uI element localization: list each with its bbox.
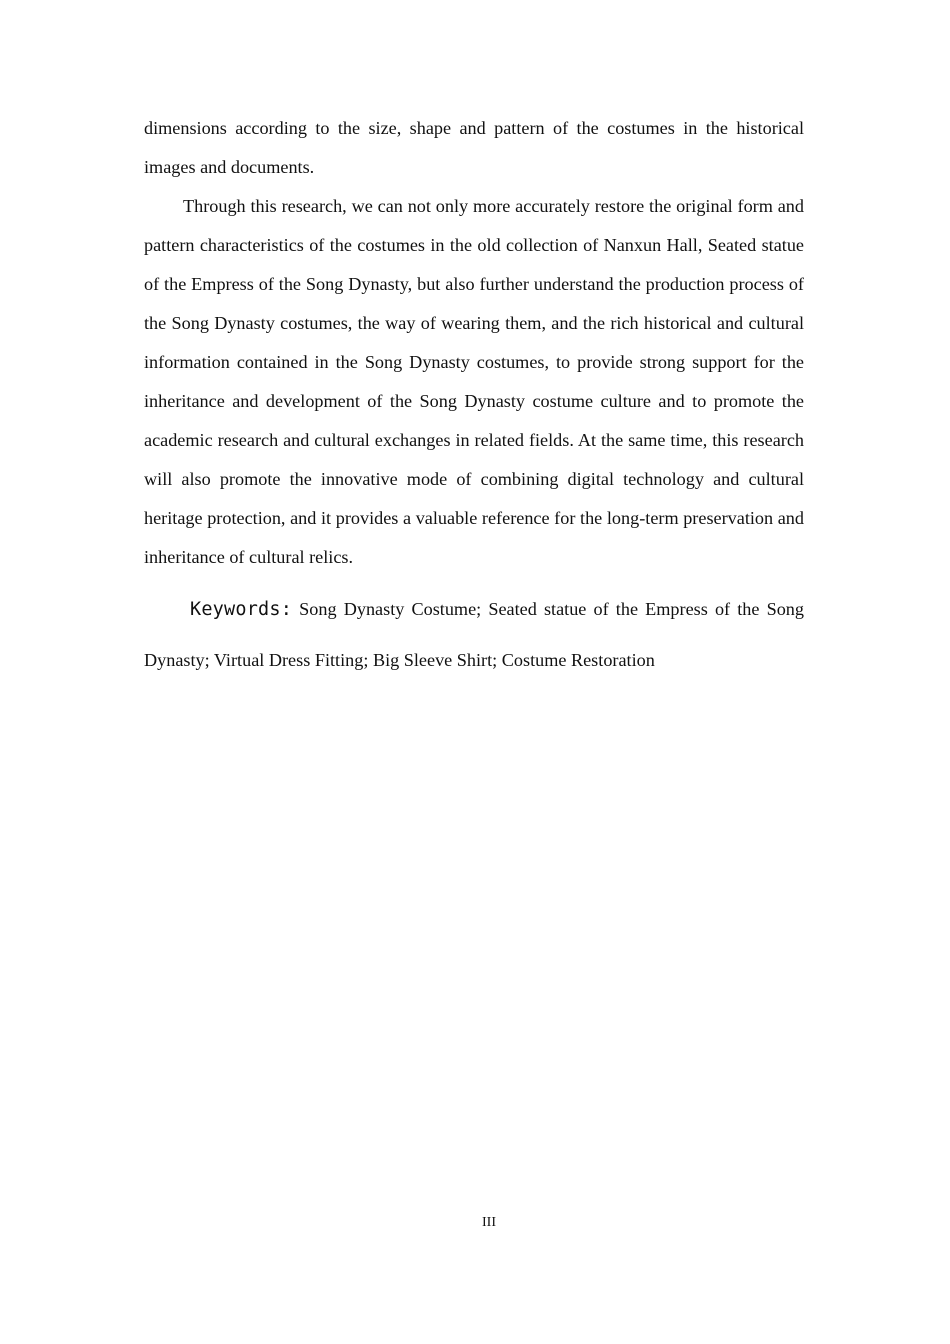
paragraph-continued: dimensions according to the size, shape and pattern of the costumes in the historical images and documents. [144, 118, 804, 177]
keywords-line [144, 584, 804, 685]
abstract-body [144, 109, 804, 685]
paragraph-research-significance: Through this research, we can not only more accurately restore the original form and pattern characteristics of the costumes in the old collection of Nanxun Hall, Seated statue of the Empress of the Song Dynasty, but also further understand the production process of the Song Dynasty costumes, the way of wearing them, and the rich historical and cultural information contained in the Song Dynasty costumes, to provide strong support for the inheritance and development of the Song Dynasty costume culture and to promote the academic research and cultural exchanges in related fields. At the same time, this research will also promote the innovative mode of combining digital technology and cultural heritage protection, and it provides a valuable reference for the long-term preservation and inheritance of cultural relics. [144, 196, 804, 567]
keywords-list: Song Dynasty Costume; Seated statue of the Empress of the Song Dynasty; Virtual Dress Fitting; Big Sleeve Shirt; Costume Restoration [144, 599, 804, 670]
page-number: III [482, 1215, 496, 1230]
keywords-label: Keywords: [190, 599, 293, 620]
